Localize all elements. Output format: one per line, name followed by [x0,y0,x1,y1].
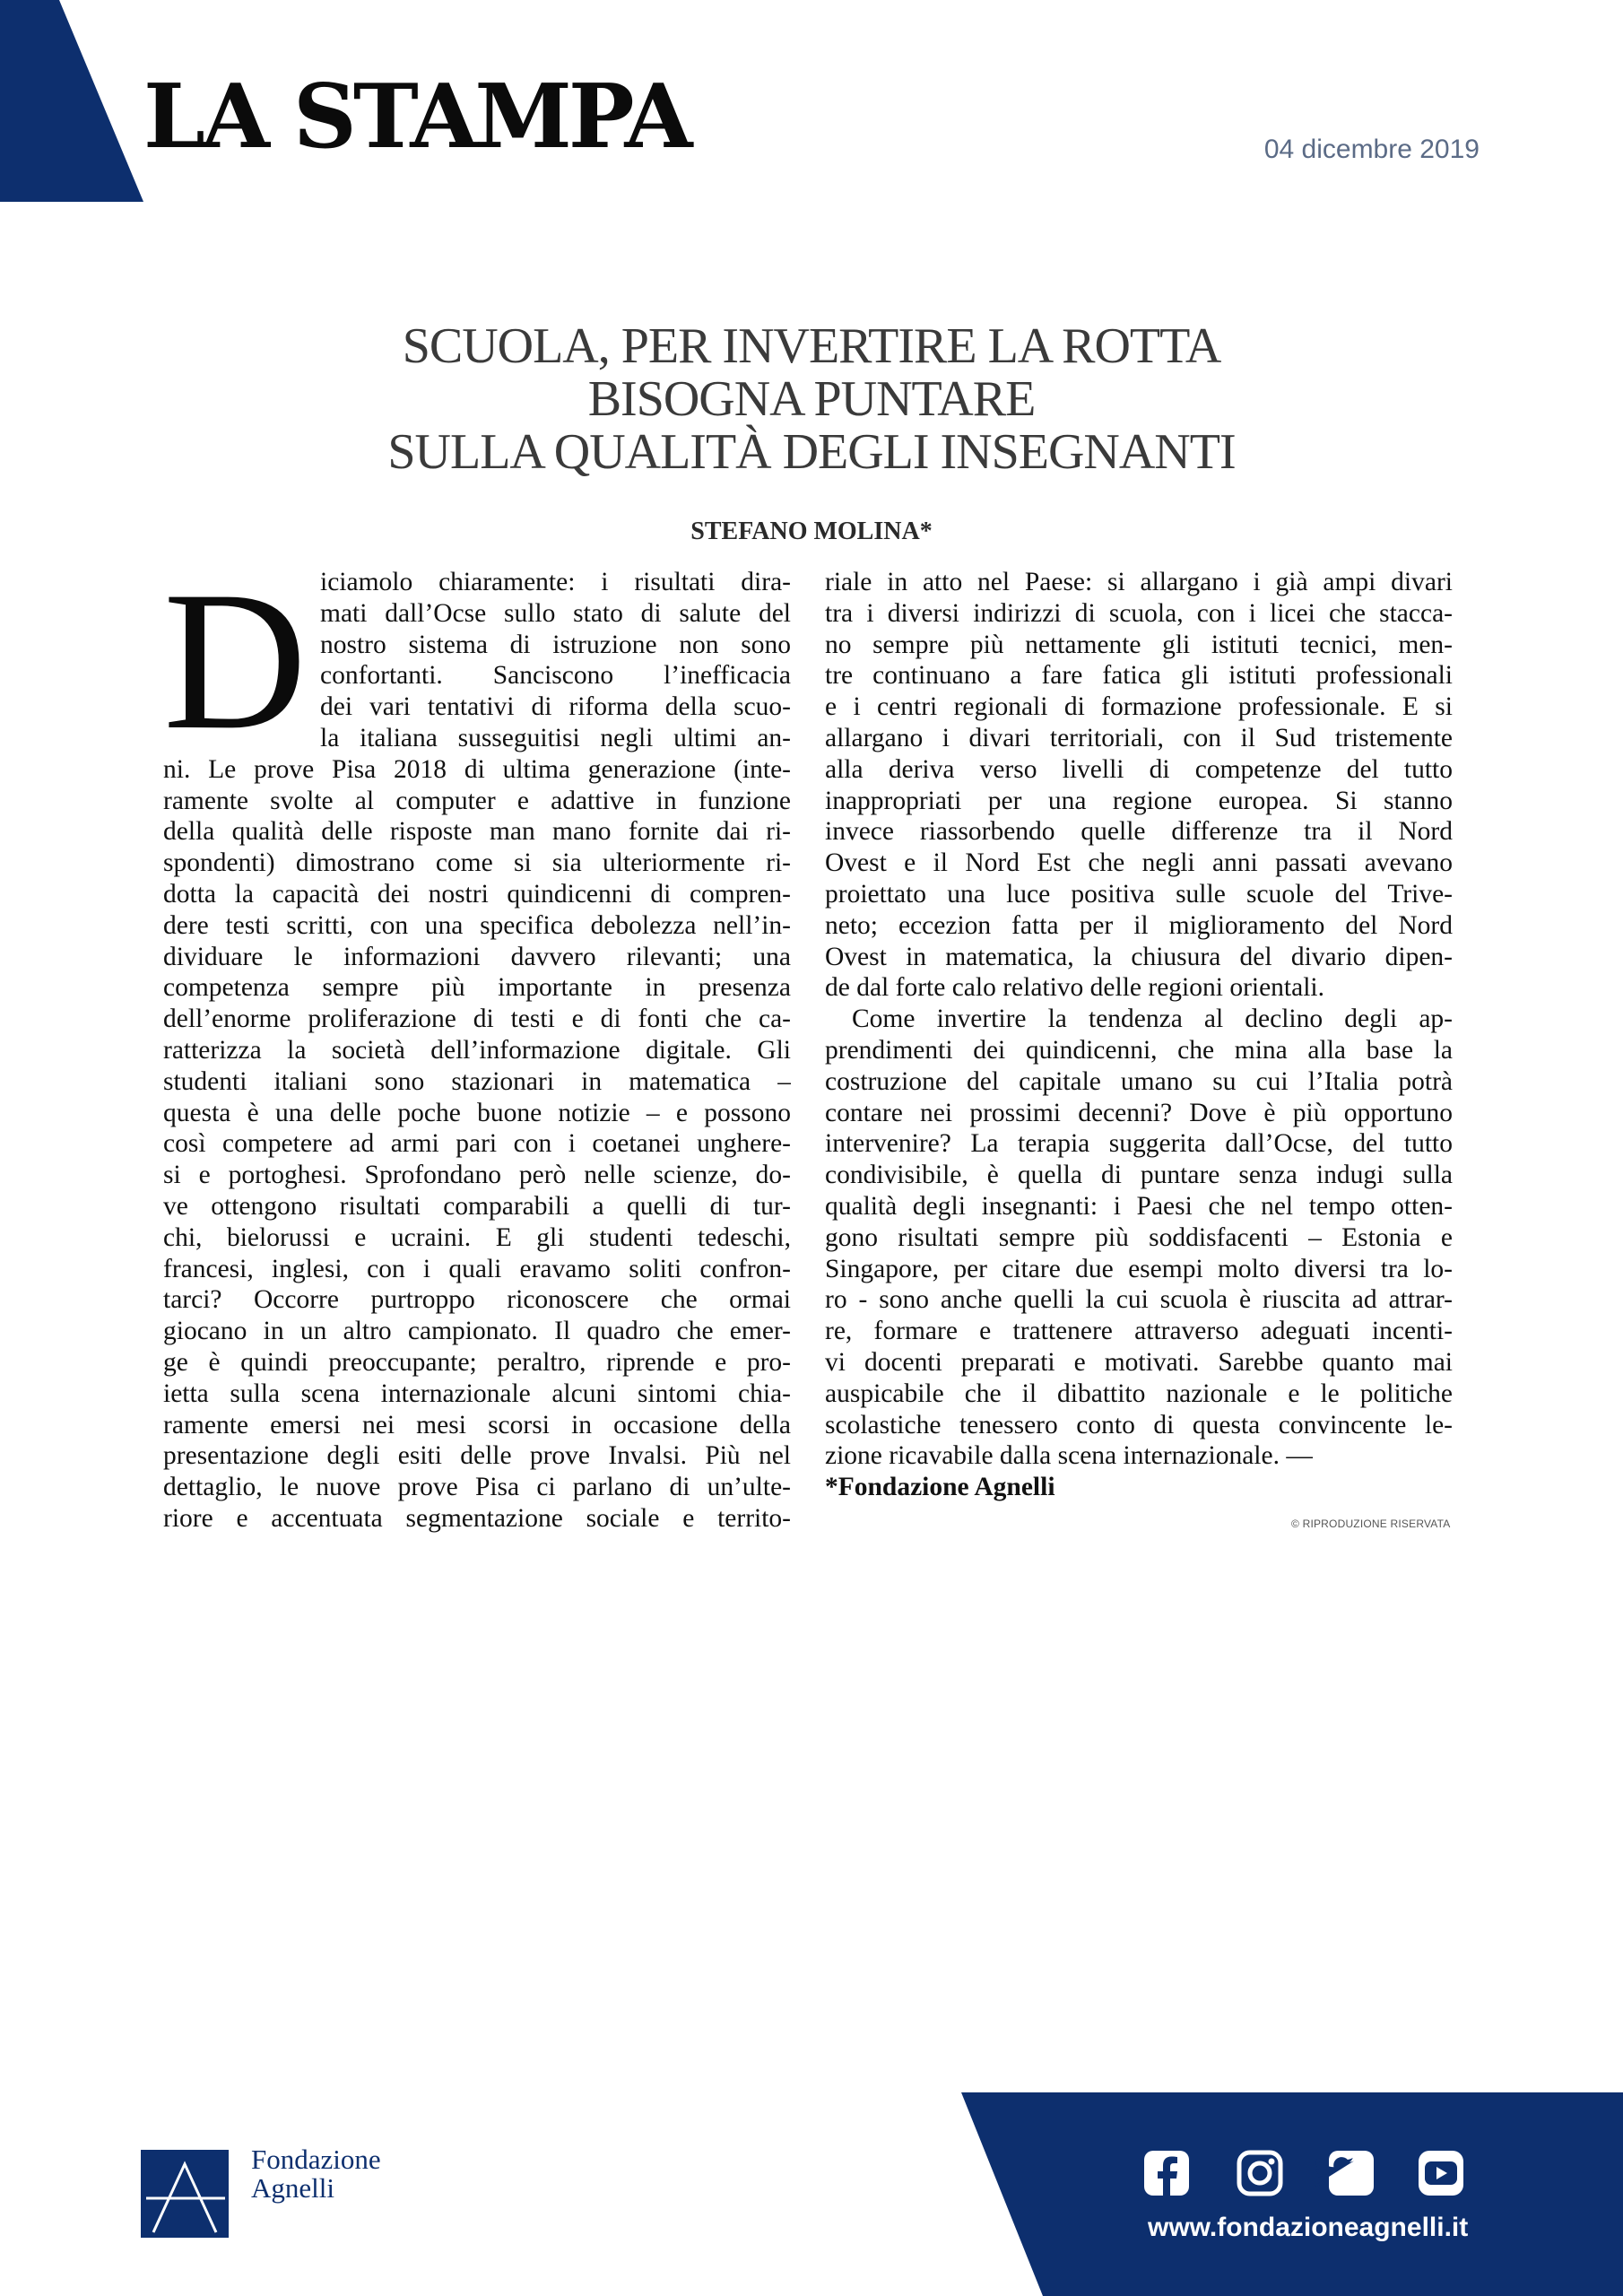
article-line: Ovest e il Nord Est che negli anni passati avevano [825,848,1453,878]
article-line: ge è quindi preoccupante; peraltro, riprende e pro- [163,1347,791,1377]
article-line: dei vari tentativi di riforma della scuo- [320,692,791,722]
article-line: confortanti. Sanciscono l’inefficacia [320,661,791,691]
article-line: dell’enorme proliferazione di testi e di fonti che ca- [163,1004,791,1034]
fondazione-agnelli-logo-text [251,2145,381,2203]
article-line: tarci? Occorre purtroppo riconoscere che ormai [163,1285,791,1315]
article-line: alla deriva verso livelli di competenze del tutto [825,754,1453,784]
masthead-logo: LA STAMPA [143,65,690,169]
article-line: spondenti) dimostrano come si sia ulteriormente ri- [163,848,791,878]
article-line: tre continuano a fare fatica gli istituti professionali [825,661,1453,691]
article-line: si e portoghesi. Sprofondano però nelle scienze, do- [163,1161,791,1190]
article-line: scolastiche tenessero conto di questa convincente le- [825,1410,1453,1439]
article-line: re, formare e trattenere attraverso adeguati incenti- [825,1317,1453,1346]
article-line: dividuare le informazioni davvero rilevanti; una [163,942,791,971]
youtube-icon[interactable] [1419,2151,1463,2196]
publication-date: 04 dicembre 2019 [1263,135,1480,164]
article-line: allargano i divari territoriali, con il Sud tristemente [825,723,1453,752]
article-line: Come invertire la tendenza al declino degli ap- [852,1004,1453,1034]
article-line: intervenire? La terapia suggerita dall’Ocse, del tutto [825,1129,1453,1159]
article-line: Singapore, per citare due esempi molto diversi tra lo- [825,1254,1453,1283]
article-line: presentazione degli esiti delle prove Invalsi. Più nel [163,1441,791,1471]
byline: STEFANO MOLINA* [690,517,933,545]
article-line: dere testi scritti, con una specifica debolezza nell’in- [163,910,791,940]
article-line: e i centri regionali di formazione professionale. E si [825,692,1453,722]
article-column-right [825,567,1453,1503]
dropcap: D [163,551,308,771]
article-line: zione ricavabile dalla scena internazionale. — [825,1441,1313,1471]
article-line: Ovest in matematica, la chiusura del divario dipen- [825,942,1453,971]
article-line: così competere ad armi pari con i coetanei unghere- [163,1129,791,1159]
article-line: ramente emersi nei mesi scorsi in occasione della [163,1410,791,1439]
article-line: condivisibile, è quella di puntare senza indugi sulla [825,1161,1453,1190]
article-headline [161,320,1462,479]
social-icons [1142,2148,1483,2198]
corner-decoration [0,0,143,202]
fondazione-agnelli-logo-mark [141,2150,229,2238]
logo-a-icon [141,2150,229,2238]
article-line: francesi, inglesi, con i quali eravamo soliti confron- [163,1254,791,1283]
article-line: la italiana susseguitisi negli ultimi an- [320,723,791,752]
logo-text-line: Fondazione [251,2144,381,2175]
article-column-left [163,551,791,1535]
article-line: ni. Le prove Pisa 2018 di ultima generazione (inte- [163,754,791,784]
article-line: giocano in un altro campionato. Il quadro che emer- [163,1317,791,1346]
instagram-icon[interactable] [1239,2152,1280,2194]
copyright-notice: © RIPRODUZIONE RISERVATA [1291,1518,1451,1530]
article-line: no sempre più nettamente gli istituti tecnici, men- [825,630,1453,659]
article-line: inappropriati per una regione europea. Si stanno [825,786,1453,815]
article-line: iciamolo chiaramente: i risultati dira- [320,568,791,596]
headline-line: SCUOLA, PER INVERTIRE LA ROTTA [402,318,1221,374]
website-url[interactable]: www.fondazioneagnelli.it [1148,2213,1469,2242]
author-affiliation: *Fondazione Agnelli [825,1473,1055,1502]
article-line: competenza sempre più importante in presenza [163,973,791,1003]
article-line: costruzione del capitale umano su cui l’Italia potrà [825,1066,1453,1096]
headline-line: BISOGNA PUNTARE [587,371,1036,427]
article-line: qualità degli insegnanti: i Paesi che nel tempo otten- [825,1191,1453,1221]
article-line: ietta sulla scena internazionale alcuni sintomi chia- [163,1378,791,1408]
article-line: dettaglio, le nuove prove Pisa ci parlano di un’ulte- [163,1473,791,1502]
twitter-icon[interactable] [1315,2151,1374,2196]
article-line: tra i diversi indirizzi di scuola, con i licei che stacca- [825,598,1453,628]
article-line: gono risultati sempre più soddisfacenti – Estonia e [825,1222,1453,1252]
article-line: studenti italiani sono stazionari in matematica – [163,1066,791,1096]
article-line: auspicabile che il dibattito nazionale e le politiche [825,1378,1453,1408]
article-line: riale in atto nel Paese: si allargano i già ampi divari [825,568,1453,596]
article-line: della qualità delle risposte man mano fornite dai ri- [163,817,791,847]
article-line: nostro sistema di istruzione non sono [320,630,791,659]
article-line: contare nei prossimi decenni? Dove è più opportuno [825,1098,1453,1127]
article-line: questa è una delle poche buone notizie – e possono [163,1098,791,1127]
article-line: dotta la capacità dei nostri quindicenni di compren- [163,879,791,909]
facebook-icon[interactable] [1144,2151,1189,2196]
article-line: mati dall’Ocse sullo stato di salute del [320,598,791,628]
article-line: ramente svolte al computer e adattive in funzione [163,786,791,815]
article-line: neto; eccezion fatta per il miglioramento del Nord [825,910,1453,940]
article-line: ve ottengono risultati comparabili a quelli di tur- [163,1191,791,1221]
article-line: ro - sono anche quelli la cui scuola è riuscita ad attrar- [825,1285,1453,1315]
logo-text-line: Agnelli [251,2172,334,2204]
article-line: de dal forte calo relativo delle regioni orientali. [825,973,1324,1003]
article-line: prendimenti dei quindicenni, che mina alla base la [825,1035,1453,1065]
article-line: riore e accentuata segmentazione sociale e territo- [163,1503,791,1533]
article-line: invece riassorbendo quelle differenze tra il Nord [825,817,1453,847]
article-line: proiettato una luce positiva sulle scuole del Trive- [825,879,1453,909]
article-line: ratterizza la società dell’informazione digitale. Gli [163,1035,791,1065]
article-line: chi, bielorussi e ucraini. E gli studenti tedeschi, [163,1222,791,1252]
article-line: vi docenti preparati e motivati. Sarebbe quanto mai [825,1347,1453,1377]
headline-line: SULLA QUALITÀ DEGLI INSEGNANTI [387,424,1236,480]
